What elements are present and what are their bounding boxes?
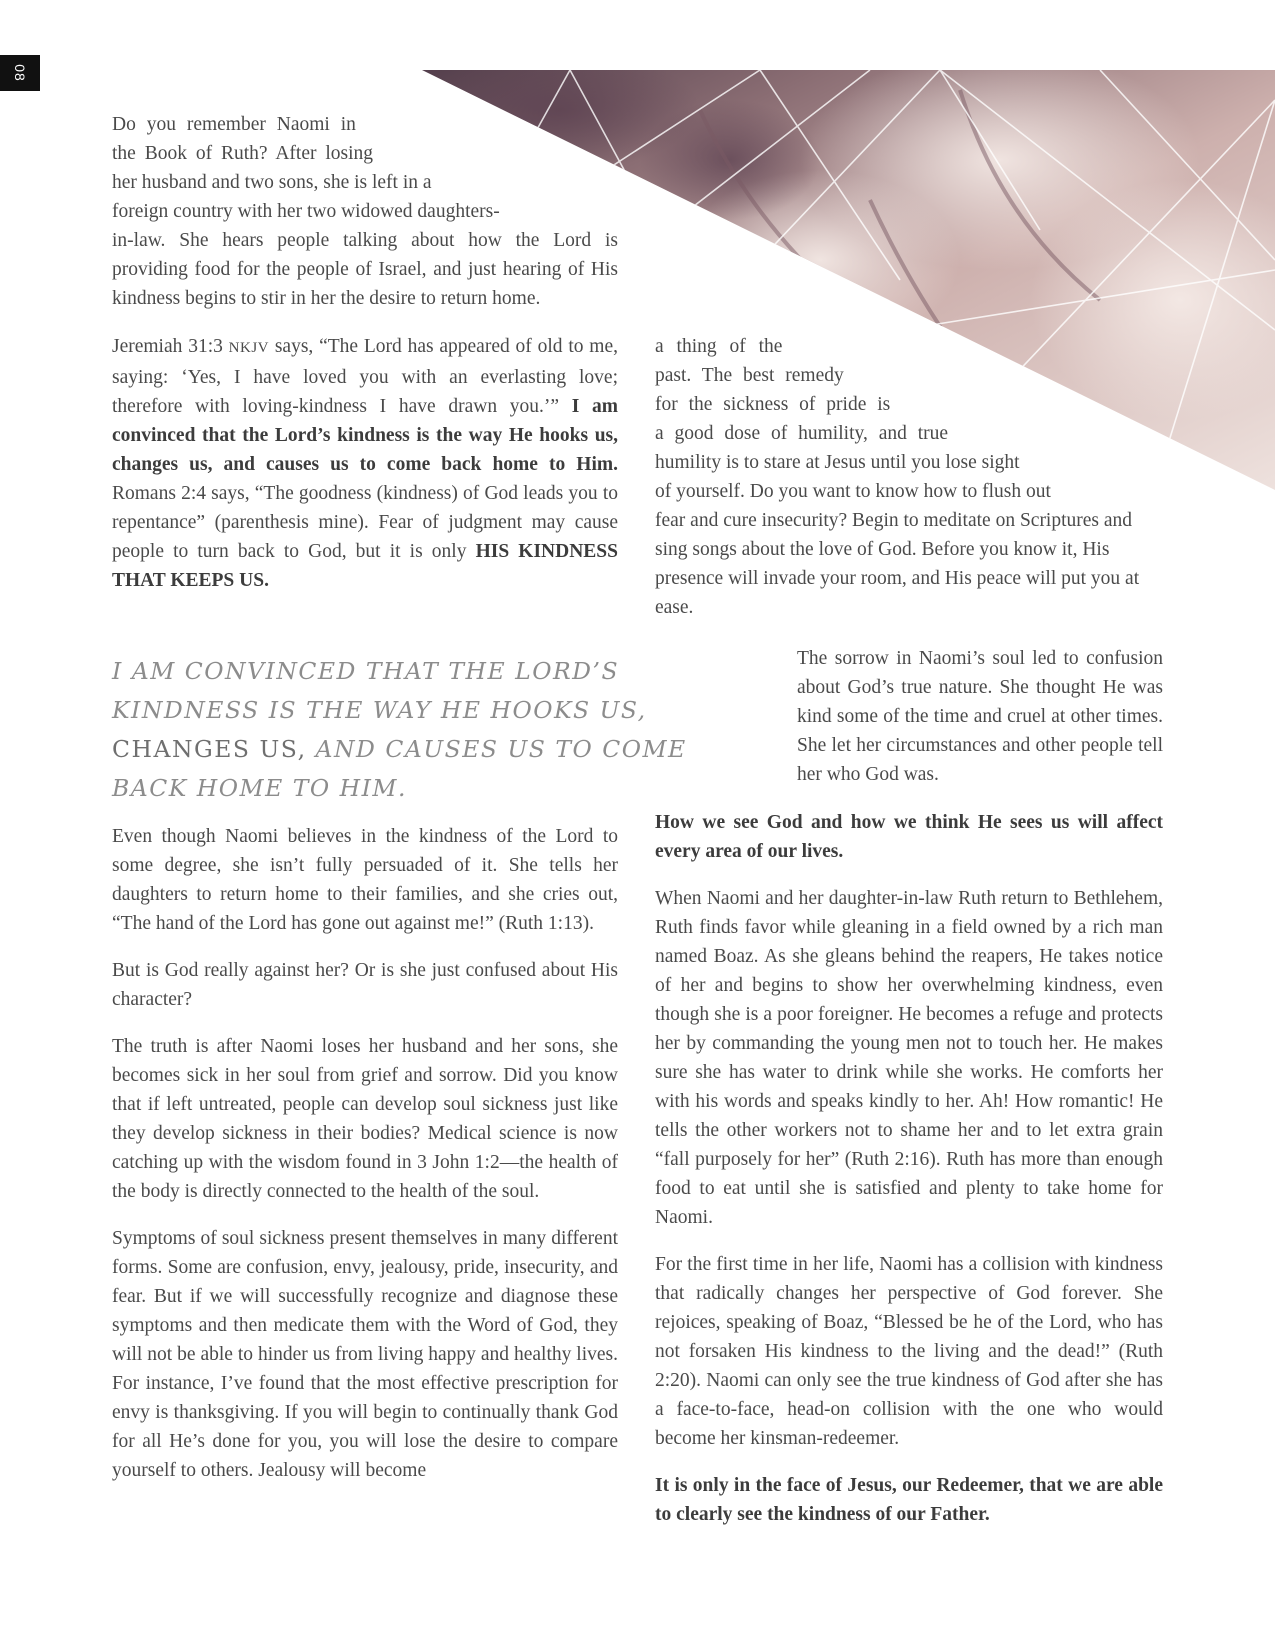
right-bottom-column xyxy=(655,808,1163,1547)
body-paragraph: Even though Naomi believes in the kindness of the Lord to some degree, she isn’t fully persuaded of it. She tells her daughters to return home to their families, and she cries out, “The hand of the Lord has gone out against me!” (Ruth 1:13). xyxy=(112,826,618,934)
bold-statement: I am convinced that the Lord’s kindness is the way He hooks us, changes us, and causes us to come back home to Him. xyxy=(112,396,618,475)
right-top-paragraph xyxy=(655,332,1163,622)
right-top-line: humility is to stare at Jesus until you lose sight xyxy=(655,452,1020,473)
body-paragraph: Symptoms of soul sickness present themselves in many different forms. Some are confusion, envy, jealousy, pride, insecurity, and fear. But if we will successfully recognize and diagnose these symptoms and then medicate them with the Word of God, they will not be able to hinder us from living happy and healthy lives. For instance, I’ve found that the most effective prescription for envy is thanksgiving. If you will begin to continually thank God for all He’s done for you, you will lose the desire to compare yourself to others. Jealousy will become xyxy=(112,1228,618,1481)
sorrow-paragraph: The sorrow in Naomi’s soul led to confusion about God’s true nature. She thought He was kind some of the time and cruel at other times. She let her circumstances and other people tell her who God was. xyxy=(797,648,1163,785)
bible-version: NKJV xyxy=(228,340,270,356)
right-top-line: past. The best remedy xyxy=(655,365,844,386)
intro-line: Do you remember Naomi in xyxy=(112,114,356,135)
right-top-rest: fear and cure insecurity? Begin to meditate on Scriptures and sing songs about the love of God. Before you know it, His presence will invade your room, and His peace will put you at ease. xyxy=(655,510,1140,618)
right-top-line: for the sickness of pride is xyxy=(655,394,891,415)
scripture-reference: Jeremiah 31:3 xyxy=(112,336,223,357)
pull-quote: I AM CONVINCED THAT THE LORD’S KINDNESS IS THE WAY HE HOOKS US, CHANGES US, AND CAUSES US TO COME BACK HOME TO HIM. xyxy=(112,657,687,802)
intro-line: the Book of Ruth? After losing xyxy=(112,143,374,164)
body-paragraph: But is God really against her? Or is she just confused about His character? xyxy=(112,960,618,1010)
body-paragraph: The truth is after Naomi loses her husband and her sons, she becomes sick in her soul from grief and sorrow. Did you know that if left untreated, people can develop soul sickness just like they develop sickness in their bodies? Medical science is now catching up with the wisdom found in 3 John 1:2—the health of the body is directly connected to the health of the soul. xyxy=(112,1036,618,1202)
page-number: 08 xyxy=(0,55,40,91)
body-paragraph: When Naomi and her daughter-in-law Ruth return to Bethlehem, Ruth finds favor while gleaning in a field owned by a rich man named Boaz. As she gleans behind the reapers, He takes notice of her and begins to show her overwhelming kindness, even though she is a poor foreigner. He becomes a refuge and protects her by commanding the young men not to touch her. He makes sure she has water to drink while she works. He comforts her with his words and speaks kindly to her. Ah! How romantic! He tells the other workers not to shame her and to let extra grain “fall purposely for her” (Ruth 2:16). Ruth has more than enough food to eat until she is satisfied and plenty to take home for Naomi. xyxy=(655,888,1163,1228)
romans-text: Romans 2:4 says, “The goodness (kindness) of God leads you to repentance” (parenthesis mine). Fear of judgment may cause people to turn back to God, but it is only xyxy=(112,483,618,562)
body-paragraph: For the first time in her life, Naomi has a collision with kindness that radically changes her perspective of God forever. She rejoices, speaking of Boaz, “Blessed be he of the Lord, who has not forsaken His kindness to the living and the dead!” (Ruth 2:20). Naomi can only see the true kindness of God after she has a face-to-face, head-on collision with the one who would become her kinsman-redeemer. xyxy=(655,1254,1163,1449)
intro-line: her husband and two sons, she is left in a xyxy=(112,172,432,193)
bold-intro: How we see God and how we think He sees us will affect every area of our lives. xyxy=(655,812,1163,862)
pull-quote-emphasis: CHANGES US, xyxy=(112,735,307,763)
right-top-line: a good dose of humility, and true xyxy=(655,423,949,444)
right-top-line: a thing of the xyxy=(655,336,783,357)
bold-closing: HIS KINDNESS THAT KEEPS US. xyxy=(112,541,618,591)
left-bottom-column xyxy=(112,822,618,1503)
jeremiah-paragraph xyxy=(112,332,618,595)
bold-outro: It is only in the face of Jesus, our Redeemer, that we are able to clearly see the kindness of our Father. xyxy=(655,1475,1163,1525)
intro-paragraph xyxy=(112,110,618,313)
intro-line: foreign country with her two widowed daughters- xyxy=(112,201,500,222)
jeremiah-quote: says, “The Lord has appeared of old to me, saying: ‘Yes, I have loved you with an everlasting love; therefore with loving-kindness I have drawn you.’” xyxy=(112,336,618,417)
right-top-line: of yourself. Do you want to know how to flush out xyxy=(655,481,1051,502)
intro-rest: in-law. She hears people talking about how the Lord is providing food for the people of Israel, and just hearing of His kindness begins to stir in her the desire to return home. xyxy=(112,230,618,309)
